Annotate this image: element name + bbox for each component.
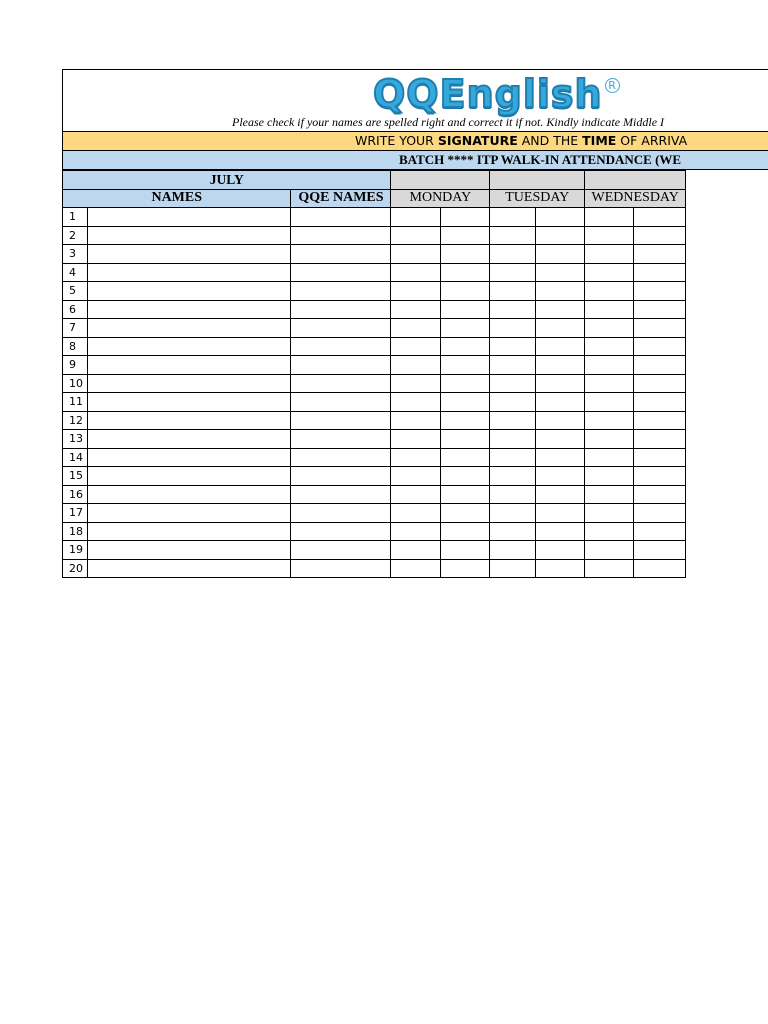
wednesday-signature-cell[interactable] <box>585 208 634 227</box>
tuesday-signature-cell[interactable] <box>490 522 536 541</box>
attendance-table <box>62 170 768 578</box>
table-row <box>63 485 768 504</box>
wednesday-time-cell[interactable] <box>634 467 686 486</box>
name-cell[interactable] <box>87 356 291 375</box>
monday-signature-cell[interactable] <box>391 319 441 338</box>
wednesday-time-cell[interactable] <box>634 300 686 319</box>
overflow-cell <box>686 208 768 227</box>
overflow-cell <box>686 467 768 486</box>
tuesday-signature-cell[interactable] <box>490 245 536 264</box>
monday-time-cell[interactable] <box>441 263 490 282</box>
monday-time-cell[interactable] <box>441 485 490 504</box>
wednesday-time-cell[interactable] <box>634 522 686 541</box>
tuesday-time-cell[interactable] <box>536 208 585 227</box>
overflow-cell <box>686 504 768 523</box>
qqe-name-cell[interactable] <box>291 356 391 375</box>
tuesday-signature-cell[interactable] <box>490 430 536 449</box>
wednesday-signature-cell[interactable] <box>585 559 634 578</box>
tuesday-time-cell[interactable] <box>536 485 585 504</box>
name-cell[interactable] <box>87 319 291 338</box>
wednesday-signature-cell[interactable] <box>585 282 634 301</box>
table-row <box>63 411 768 430</box>
tuesday-time-cell[interactable] <box>536 430 585 449</box>
overflow-cell <box>686 300 768 319</box>
signature-banner-text <box>355 133 687 148</box>
monday-time-cell[interactable] <box>441 541 490 560</box>
qqe-name-cell[interactable] <box>291 541 391 560</box>
tuesday-time-cell[interactable] <box>536 541 585 560</box>
row-number: 18 <box>63 522 88 541</box>
tuesday-time-cell[interactable] <box>536 282 585 301</box>
monday-signature-cell[interactable] <box>391 504 441 523</box>
name-cell[interactable] <box>87 226 291 245</box>
qqe-name-cell[interactable] <box>291 559 391 578</box>
row-number: 5 <box>63 282 88 301</box>
name-cell[interactable] <box>87 448 291 467</box>
tuesday-time-cell[interactable] <box>536 245 585 264</box>
wednesday-signature-cell[interactable] <box>585 226 634 245</box>
overflow-cell <box>686 411 768 430</box>
qqe-name-cell[interactable] <box>291 467 391 486</box>
wednesday-signature-cell[interactable] <box>585 522 634 541</box>
banner-and-the: AND THE <box>517 133 583 148</box>
wednesday-header-top <box>585 171 686 190</box>
qqe-name-cell[interactable] <box>291 393 391 412</box>
qqe-name-cell[interactable] <box>291 282 391 301</box>
name-cell[interactable] <box>87 541 291 560</box>
banner-of-arrival: OF ARRIVA <box>616 133 688 148</box>
monday-time-cell[interactable] <box>441 319 490 338</box>
table-row <box>63 541 768 560</box>
qqe-name-cell[interactable] <box>291 245 391 264</box>
qqe-name-cell[interactable] <box>291 226 391 245</box>
wednesday-signature-cell[interactable] <box>585 319 634 338</box>
tuesday-signature-cell[interactable] <box>490 337 536 356</box>
tuesday-signature-cell[interactable] <box>490 411 536 430</box>
qqe-name-cell[interactable] <box>291 504 391 523</box>
tuesday-time-cell[interactable] <box>536 263 585 282</box>
month-label: JULY <box>63 171 391 190</box>
tuesday-signature-cell[interactable] <box>490 393 536 412</box>
monday-time-cell[interactable] <box>441 393 490 412</box>
attendance-sheet <box>62 69 768 599</box>
row-number: 10 <box>63 374 88 393</box>
row-number: 13 <box>63 430 88 449</box>
table-row <box>63 356 768 375</box>
row-number: 2 <box>63 226 88 245</box>
qqe-name-cell[interactable] <box>291 263 391 282</box>
row-number: 9 <box>63 356 88 375</box>
tuesday-time-cell[interactable] <box>536 226 585 245</box>
qqe-name-cell[interactable] <box>291 208 391 227</box>
monday-signature-cell[interactable] <box>391 282 441 301</box>
instruction-text: Please check if your names are spelled right and correct it if not. Kindly indicate Middle I <box>232 115 665 129</box>
wednesday-signature-cell[interactable] <box>585 245 634 264</box>
overflow-cell <box>686 559 768 578</box>
logo-text: QQEnglish <box>373 72 603 116</box>
table-row <box>63 448 768 467</box>
wednesday-time-cell[interactable] <box>634 245 686 264</box>
overflow-cell <box>686 189 768 208</box>
row-number: 7 <box>63 319 88 338</box>
tuesday-signature-cell[interactable] <box>490 467 536 486</box>
wednesday-time-cell[interactable] <box>634 319 686 338</box>
monday-signature-cell[interactable] <box>391 485 441 504</box>
monday-signature-cell[interactable] <box>391 208 441 227</box>
qqe-name-cell[interactable] <box>291 448 391 467</box>
tuesday-time-cell[interactable] <box>536 448 585 467</box>
tuesday-header-top <box>490 171 585 190</box>
monday-signature-cell[interactable] <box>391 263 441 282</box>
monday-signature-cell[interactable] <box>391 245 441 264</box>
table-row <box>63 374 768 393</box>
batch-title-text: BATCH **** ITP WALK-IN ATTENDANCE (WE <box>399 152 682 167</box>
table-row <box>63 263 768 282</box>
table-row <box>63 559 768 578</box>
overflow-cell <box>686 374 768 393</box>
tuesday-time-cell[interactable] <box>536 522 585 541</box>
wednesday-time-cell[interactable] <box>634 393 686 412</box>
monday-time-cell[interactable] <box>441 448 490 467</box>
tuesday-signature-cell[interactable] <box>490 374 536 393</box>
overflow-cell <box>686 393 768 412</box>
tuesday-time-cell[interactable] <box>536 504 585 523</box>
tuesday-signature-cell[interactable] <box>490 504 536 523</box>
wednesday-time-cell[interactable] <box>634 485 686 504</box>
monday-signature-cell[interactable] <box>391 411 441 430</box>
monday-time-cell[interactable] <box>441 522 490 541</box>
name-cell[interactable] <box>87 430 291 449</box>
wednesday-signature-cell[interactable] <box>585 263 634 282</box>
wednesday-signature-cell[interactable] <box>585 430 634 449</box>
wednesday-signature-cell[interactable] <box>585 467 634 486</box>
wednesday-signature-cell[interactable] <box>585 541 634 560</box>
table-row <box>63 208 768 227</box>
wednesday-time-cell[interactable] <box>634 504 686 523</box>
monday-time-cell[interactable] <box>441 337 490 356</box>
overflow-cell <box>686 430 768 449</box>
row-number: 15 <box>63 467 88 486</box>
monday-time-cell[interactable] <box>441 504 490 523</box>
wednesday-time-cell[interactable] <box>634 430 686 449</box>
monday-signature-cell[interactable] <box>391 559 441 578</box>
monday-time-cell[interactable] <box>441 559 490 578</box>
monday-header: MONDAY <box>391 189 490 208</box>
tuesday-signature-cell[interactable] <box>490 559 536 578</box>
table-row <box>63 300 768 319</box>
name-cell[interactable] <box>87 208 291 227</box>
tuesday-time-cell[interactable] <box>536 300 585 319</box>
tuesday-signature-cell[interactable] <box>490 541 536 560</box>
monday-signature-cell[interactable] <box>391 226 441 245</box>
name-cell[interactable] <box>87 263 291 282</box>
name-cell[interactable] <box>87 559 291 578</box>
tuesday-signature-cell[interactable] <box>490 448 536 467</box>
overflow-cell <box>686 522 768 541</box>
overflow-cell <box>686 282 768 301</box>
row-number: 8 <box>63 337 88 356</box>
tuesday-time-cell[interactable] <box>536 319 585 338</box>
monday-signature-cell[interactable] <box>391 356 441 375</box>
wednesday-time-cell[interactable] <box>634 374 686 393</box>
tuesday-header: TUESDAY <box>490 189 585 208</box>
monday-signature-cell[interactable] <box>391 467 441 486</box>
name-cell[interactable] <box>87 522 291 541</box>
name-cell[interactable] <box>87 485 291 504</box>
wednesday-signature-cell[interactable] <box>585 448 634 467</box>
registered-mark-icon: R <box>605 78 620 93</box>
name-cell[interactable] <box>87 411 291 430</box>
tuesday-signature-cell[interactable] <box>490 282 536 301</box>
monday-signature-cell[interactable] <box>391 300 441 319</box>
banner-write-prefix: WRITE YOUR <box>355 133 438 148</box>
wednesday-time-cell[interactable] <box>634 559 686 578</box>
wednesday-signature-cell[interactable] <box>585 485 634 504</box>
name-cell[interactable] <box>87 337 291 356</box>
overflow-cell <box>686 319 768 338</box>
table-row <box>63 504 768 523</box>
banner-signature-word: SIGNATURE <box>437 133 518 148</box>
row-number: 20 <box>63 559 88 578</box>
tuesday-signature-cell[interactable] <box>490 300 536 319</box>
qqe-name-cell[interactable] <box>291 411 391 430</box>
overflow-cell <box>686 356 768 375</box>
monday-time-cell[interactable] <box>441 245 490 264</box>
row-number: 17 <box>63 504 88 523</box>
qqe-name-cell[interactable] <box>291 485 391 504</box>
name-cell[interactable] <box>87 300 291 319</box>
wednesday-signature-cell[interactable] <box>585 393 634 412</box>
row-number: 11 <box>63 393 88 412</box>
row-number: 1 <box>63 208 88 227</box>
tuesday-signature-cell[interactable] <box>490 263 536 282</box>
table-row <box>63 430 768 449</box>
tuesday-signature-cell[interactable] <box>490 356 536 375</box>
qqe-names-column-header: QQE NAMES <box>291 189 391 208</box>
overflow-cell <box>686 448 768 467</box>
monday-header-top <box>391 171 490 190</box>
row-number: 19 <box>63 541 88 560</box>
wednesday-time-cell[interactable] <box>634 356 686 375</box>
sheet-header <box>62 69 768 131</box>
signature-banner <box>62 131 768 151</box>
names-column-header: NAMES <box>63 189 291 208</box>
tuesday-time-cell[interactable] <box>536 559 585 578</box>
overflow-cell <box>686 245 768 264</box>
month-row <box>63 171 768 190</box>
row-number: 12 <box>63 411 88 430</box>
qqe-name-cell[interactable] <box>291 337 391 356</box>
wednesday-time-cell[interactable] <box>634 411 686 430</box>
qqe-name-cell[interactable] <box>291 430 391 449</box>
name-cell[interactable] <box>87 504 291 523</box>
tuesday-time-cell[interactable] <box>536 356 585 375</box>
monday-time-cell[interactable] <box>441 374 490 393</box>
wednesday-time-cell[interactable] <box>634 263 686 282</box>
wednesday-time-cell[interactable] <box>634 337 686 356</box>
monday-time-cell[interactable] <box>441 430 490 449</box>
name-cell[interactable] <box>87 245 291 264</box>
row-number: 14 <box>63 448 88 467</box>
monday-time-cell[interactable] <box>441 226 490 245</box>
monday-time-cell[interactable] <box>441 300 490 319</box>
monday-signature-cell[interactable] <box>391 522 441 541</box>
tuesday-time-cell[interactable] <box>536 467 585 486</box>
tuesday-signature-cell[interactable] <box>490 485 536 504</box>
wednesday-header: WEDNESDAY <box>585 189 686 208</box>
wednesday-time-cell[interactable] <box>634 208 686 227</box>
wednesday-signature-cell[interactable] <box>585 504 634 523</box>
overflow-cell <box>686 485 768 504</box>
tuesday-signature-cell[interactable] <box>490 226 536 245</box>
monday-signature-cell[interactable] <box>391 430 441 449</box>
wednesday-time-cell[interactable] <box>634 282 686 301</box>
monday-signature-cell[interactable] <box>391 374 441 393</box>
batch-title-banner <box>62 151 768 170</box>
row-number: 16 <box>63 485 88 504</box>
monday-time-cell[interactable] <box>441 467 490 486</box>
tuesday-time-cell[interactable] <box>536 374 585 393</box>
name-cell[interactable] <box>87 374 291 393</box>
overflow-cell <box>686 263 768 282</box>
banner-time-word: TIME <box>582 133 617 148</box>
name-cell[interactable] <box>87 393 291 412</box>
overflow-cell <box>686 337 768 356</box>
monday-signature-cell[interactable] <box>391 541 441 560</box>
overflow-cell <box>686 541 768 560</box>
table-row <box>63 393 768 412</box>
overflow-cell <box>686 226 768 245</box>
wednesday-time-cell[interactable] <box>634 448 686 467</box>
monday-time-cell[interactable] <box>441 411 490 430</box>
monday-time-cell[interactable] <box>441 282 490 301</box>
table-row <box>63 337 768 356</box>
tuesday-time-cell[interactable] <box>536 337 585 356</box>
table-row <box>63 245 768 264</box>
monday-time-cell[interactable] <box>441 356 490 375</box>
row-number: 6 <box>63 300 88 319</box>
column-header-row <box>63 189 768 208</box>
qqe-name-cell[interactable] <box>291 319 391 338</box>
overflow-cell <box>686 171 768 190</box>
monday-signature-cell[interactable] <box>391 337 441 356</box>
wednesday-signature-cell[interactable] <box>585 374 634 393</box>
table-row <box>63 319 768 338</box>
monday-signature-cell[interactable] <box>391 448 441 467</box>
monday-signature-cell[interactable] <box>391 393 441 412</box>
tuesday-time-cell[interactable] <box>536 411 585 430</box>
wednesday-time-cell[interactable] <box>634 541 686 560</box>
wednesday-time-cell[interactable] <box>634 226 686 245</box>
wednesday-signature-cell[interactable] <box>585 337 634 356</box>
table-row <box>63 467 768 486</box>
row-number: 4 <box>63 263 88 282</box>
name-cell[interactable] <box>87 467 291 486</box>
wednesday-signature-cell[interactable] <box>585 300 634 319</box>
wednesday-signature-cell[interactable] <box>585 356 634 375</box>
tuesday-signature-cell[interactable] <box>490 208 536 227</box>
qqe-name-cell[interactable] <box>291 374 391 393</box>
table-row <box>63 226 768 245</box>
tuesday-signature-cell[interactable] <box>490 319 536 338</box>
monday-time-cell[interactable] <box>441 208 490 227</box>
row-number: 3 <box>63 245 88 264</box>
name-cell[interactable] <box>87 282 291 301</box>
qqe-name-cell[interactable] <box>291 300 391 319</box>
qqenglish-logo <box>373 74 620 114</box>
qqe-name-cell[interactable] <box>291 522 391 541</box>
wednesday-signature-cell[interactable] <box>585 411 634 430</box>
tuesday-time-cell[interactable] <box>536 393 585 412</box>
table-row <box>63 282 768 301</box>
table-row <box>63 522 768 541</box>
